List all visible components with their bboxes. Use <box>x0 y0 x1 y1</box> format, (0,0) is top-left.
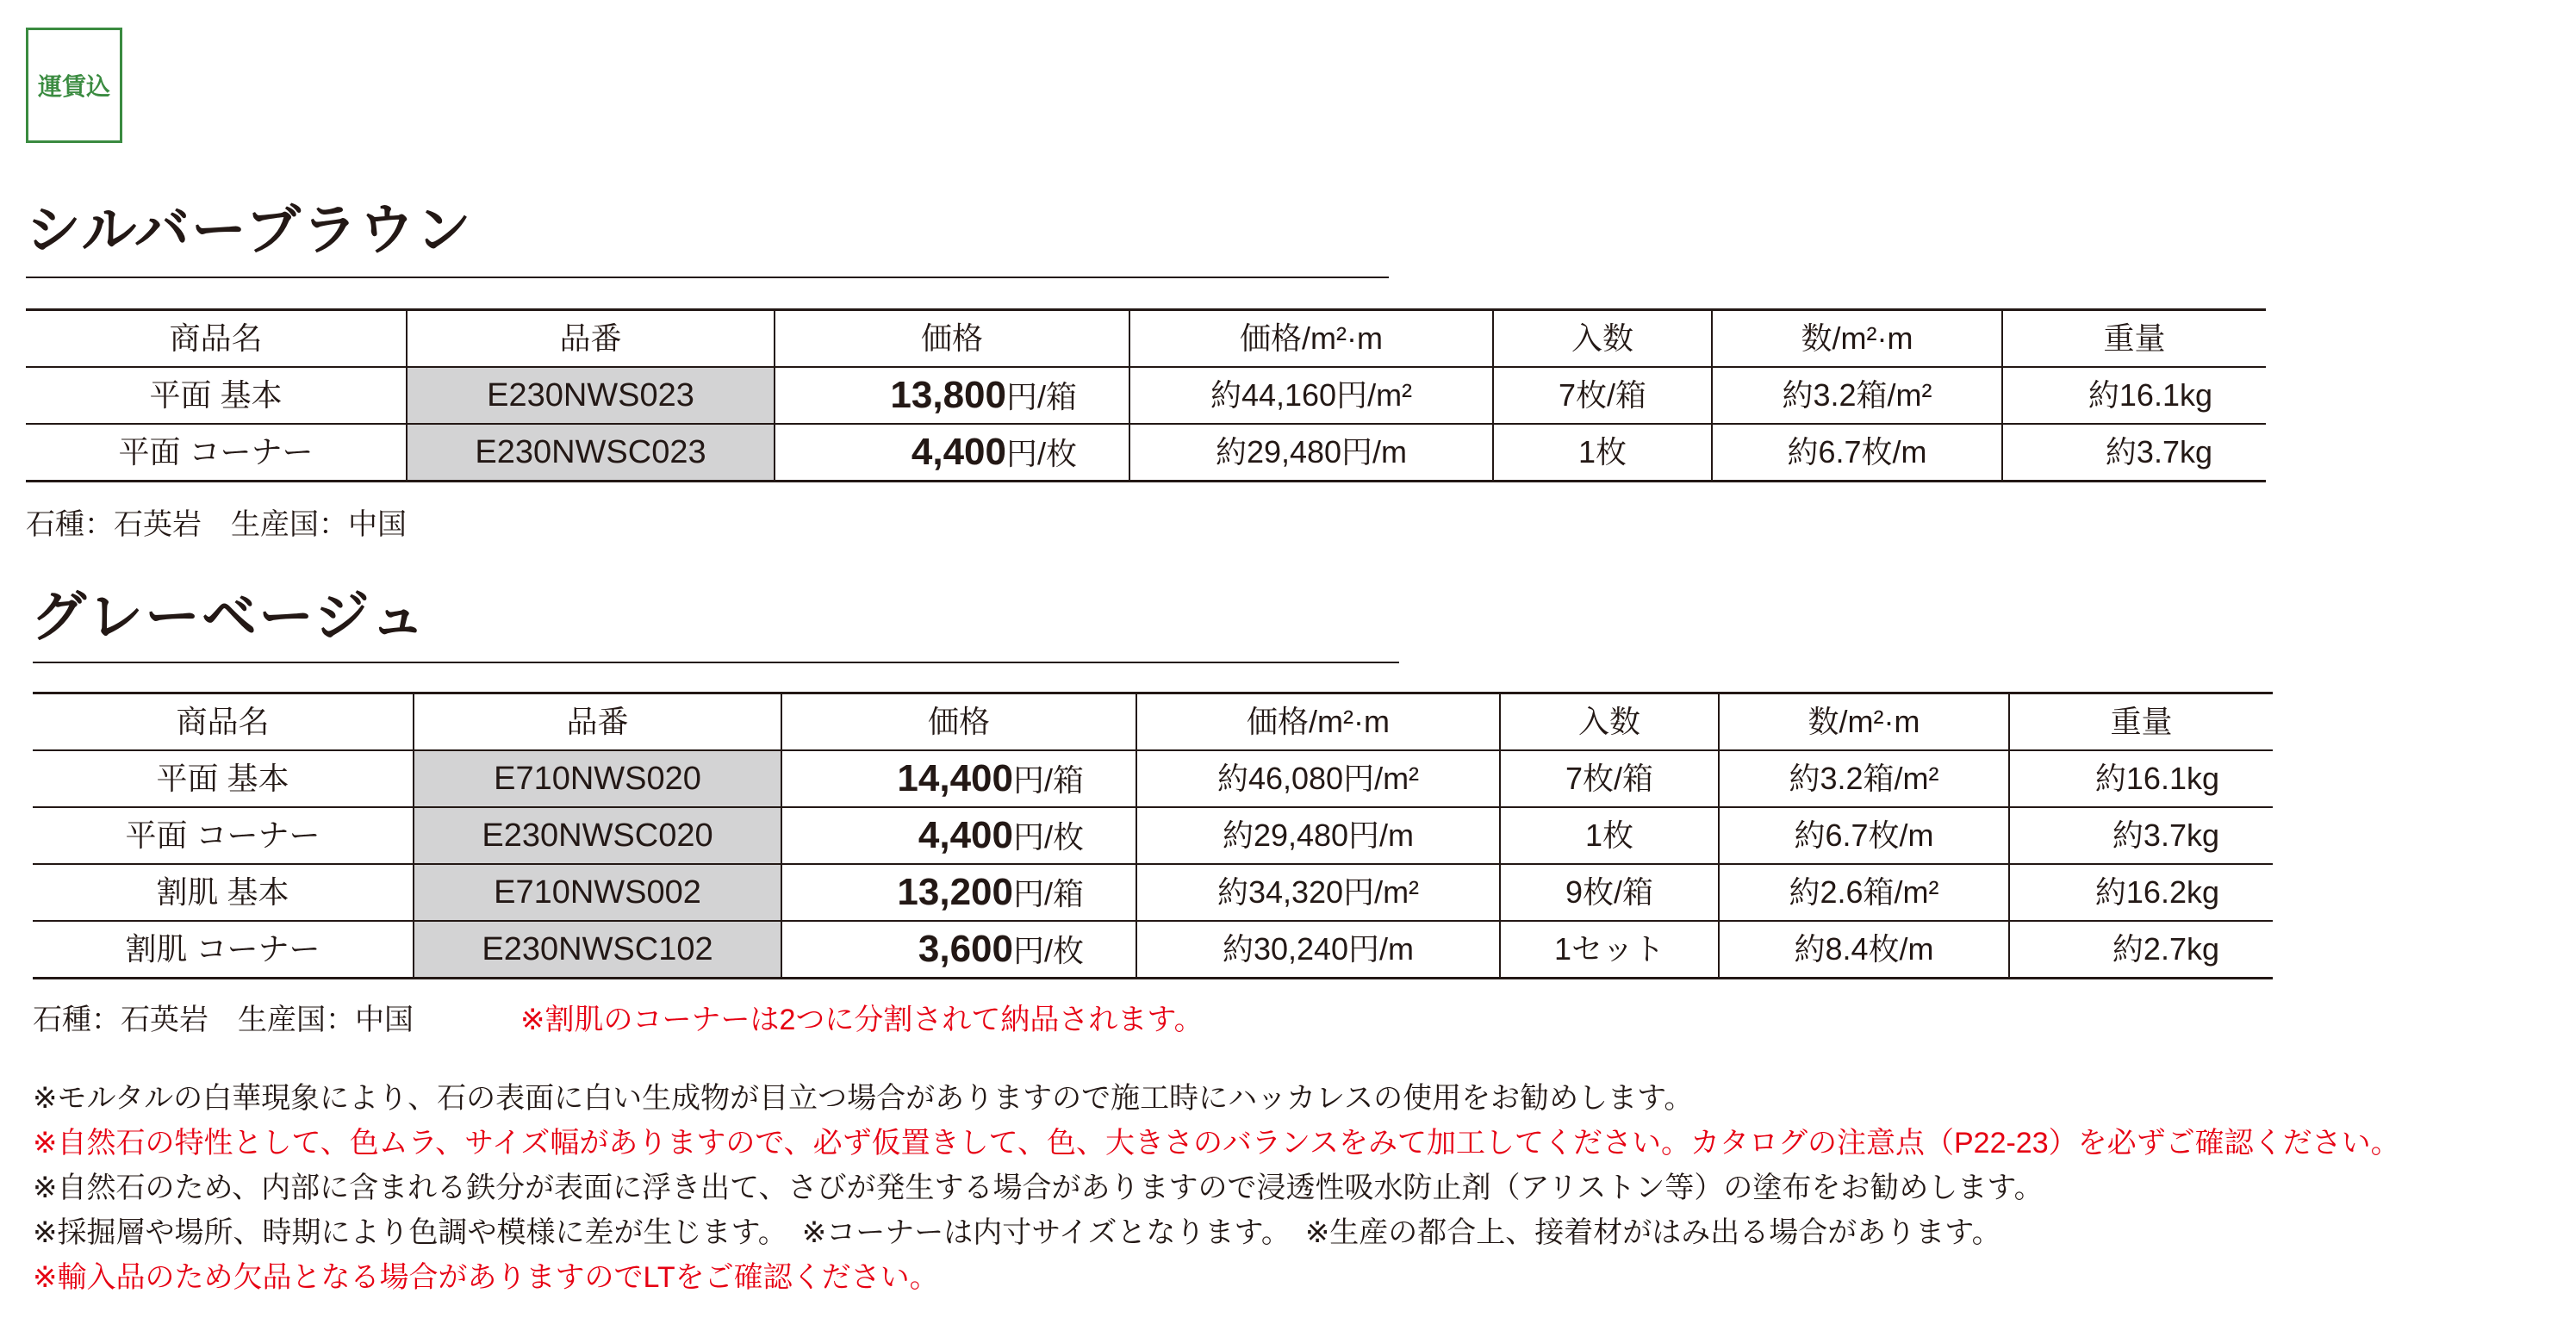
weight-cell: 約3.7kg <box>2002 424 2266 482</box>
price-unit: 円/箱 <box>1012 876 1084 911</box>
header-price: 価格 <box>781 693 1136 751</box>
price-unit: 円/箱 <box>1012 762 1084 798</box>
price-cell <box>775 424 1129 482</box>
split-corner-note: ※割肌のコーナーは2つに分割されて納品されます。 <box>520 1004 1204 1036</box>
header-weight: 重量 <box>2009 693 2273 751</box>
header-price-per-area: 価格/m²·m <box>1136 693 1500 751</box>
stone-origin-note: 石種：石英岩 生産国：中国 <box>33 1004 414 1036</box>
header-product-name: 商品名 <box>33 693 414 751</box>
spec-table-silver-brown <box>26 308 2266 482</box>
quantity-cell: 1枚 <box>1493 424 1712 482</box>
weight-cell: 約16.2kg <box>2009 864 2273 921</box>
table-header-row <box>33 693 2273 751</box>
weight-cell: 約16.1kg <box>2009 750 2273 807</box>
table-row <box>33 921 2273 979</box>
product-code-cell: E230NWSC102 <box>414 921 781 979</box>
price-cell <box>781 864 1136 921</box>
quantity-cell: 7枚/箱 <box>1493 367 1712 424</box>
weight-cell: 約3.7kg <box>2009 807 2273 864</box>
product-code-cell: E230NWSC023 <box>407 424 775 482</box>
header-product-name: 商品名 <box>26 310 407 368</box>
quantity-cell: 1セット <box>1500 921 1719 979</box>
price-value: 4,400 <box>918 814 1013 856</box>
header-product-code: 品番 <box>407 310 775 368</box>
footnote-efflorescence: ※モルタルの白華現象により、石の表面に白い生成物が目立つ場合がありますので施工時にハッカレスの使用をお勧めします。 <box>33 1082 1694 1115</box>
price-value: 3,600 <box>918 928 1013 970</box>
price-per-area-cell: 約34,320円/m² <box>1136 864 1500 921</box>
product-code-cell: E710NWS002 <box>414 864 781 921</box>
price-unit: 円/枚 <box>1012 933 1084 968</box>
footnote-natural-stone-variation: ※自然石の特性として、色ムラ、サイズ幅がありますので、必ず仮置きして、色、大きさのバランスをみて加工してください。カタログの注意点（P22-23）を必ずご確認ください。 <box>33 1127 2400 1159</box>
count-per-area-cell: 約6.7枚/m <box>1712 424 2002 482</box>
weight-cell: 約2.7kg <box>2009 921 2273 979</box>
price-cell <box>781 750 1136 807</box>
price-per-area-cell: 約44,160円/m² <box>1129 367 1493 424</box>
price-cell <box>781 921 1136 979</box>
header-product-code: 品番 <box>414 693 781 751</box>
price-per-area-cell: 約29,480円/m <box>1129 424 1493 482</box>
table-row <box>26 424 2266 482</box>
product-code-cell: E230NWSC020 <box>414 807 781 864</box>
price-value: 14,400 <box>897 757 1013 799</box>
spec-table-gray-beige <box>33 692 2273 979</box>
footnote-stock-availability: ※輸入品のため欠品となる場合がありますのでLTをご確認ください。 <box>33 1261 939 1294</box>
table-row <box>33 750 2273 807</box>
stone-origin-note: 石種：石英岩 生産国：中国 <box>26 508 407 541</box>
header-price: 価格 <box>775 310 1129 368</box>
price-per-area-cell: 約30,240円/m <box>1136 921 1500 979</box>
product-name-cell: 平面 基本 <box>33 750 414 807</box>
price-value: 13,800 <box>890 374 1006 416</box>
count-per-area-cell: 約3.2箱/m² <box>1719 750 2009 807</box>
quantity-cell: 1枚 <box>1500 807 1719 864</box>
product-code-cell: E710NWS020 <box>414 750 781 807</box>
header-count-per-area: 数/m²·m <box>1712 310 2002 368</box>
product-name-cell: 平面 コーナー <box>26 424 407 482</box>
header-weight: 重量 <box>2002 310 2266 368</box>
price-cell <box>775 367 1129 424</box>
header-quantity: 入数 <box>1493 310 1712 368</box>
product-name-cell: 割肌 コーナー <box>33 921 414 979</box>
price-unit: 円/枚 <box>1005 436 1077 471</box>
footnote-iron-rust: ※自然石のため、内部に含まれる鉄分が表面に浮き出て、さびが発生する場合がありますので浸透性吸水防止剤（アリストン等）の塗布をお勧めします。 <box>33 1172 2044 1204</box>
product-name-cell: 割肌 基本 <box>33 864 414 921</box>
section-title-silver-brown: シルバーブラウン <box>26 198 473 263</box>
count-per-area-cell: 約2.6箱/m² <box>1719 864 2009 921</box>
price-value: 13,200 <box>897 871 1013 913</box>
price-per-area-cell: 約46,080円/m² <box>1136 750 1500 807</box>
product-name-cell: 平面 コーナー <box>33 807 414 864</box>
section-title-gray-beige: グレーベージュ <box>31 585 427 650</box>
table-row <box>26 367 2266 424</box>
title-underline <box>26 277 1389 278</box>
header-quantity: 入数 <box>1500 693 1719 751</box>
product-name-cell: 平面 基本 <box>26 367 407 424</box>
count-per-area-cell: 約3.2箱/m² <box>1712 367 2002 424</box>
product-code-cell: E230NWS023 <box>407 367 775 424</box>
header-count-per-area: 数/m²·m <box>1719 693 2009 751</box>
price-value: 4,400 <box>911 431 1006 473</box>
price-cell <box>781 807 1136 864</box>
count-per-area-cell: 約8.4枚/m <box>1719 921 2009 979</box>
weight-cell: 約16.1kg <box>2002 367 2266 424</box>
count-per-area-cell: 約6.7枚/m <box>1719 807 2009 864</box>
table-header-row <box>26 310 2266 368</box>
footnote-color-variation: ※採掘層や場所、時期により色調や模様に差が生じます。 ※コーナーは内寸サイズとなります。 ※生産の都合上、接着材がはみ出る場合があります。 <box>33 1216 2001 1249</box>
shipping-included-badge: 運賃込 <box>26 28 122 143</box>
table-row <box>33 807 2273 864</box>
header-price-per-area: 価格/m²·m <box>1129 310 1493 368</box>
price-unit: 円/枚 <box>1012 819 1084 855</box>
quantity-cell: 7枚/箱 <box>1500 750 1719 807</box>
table-row <box>33 864 2273 921</box>
quantity-cell: 9枚/箱 <box>1500 864 1719 921</box>
price-per-area-cell: 約29,480円/m <box>1136 807 1500 864</box>
price-unit: 円/箱 <box>1005 379 1077 414</box>
title-underline <box>33 662 1399 663</box>
